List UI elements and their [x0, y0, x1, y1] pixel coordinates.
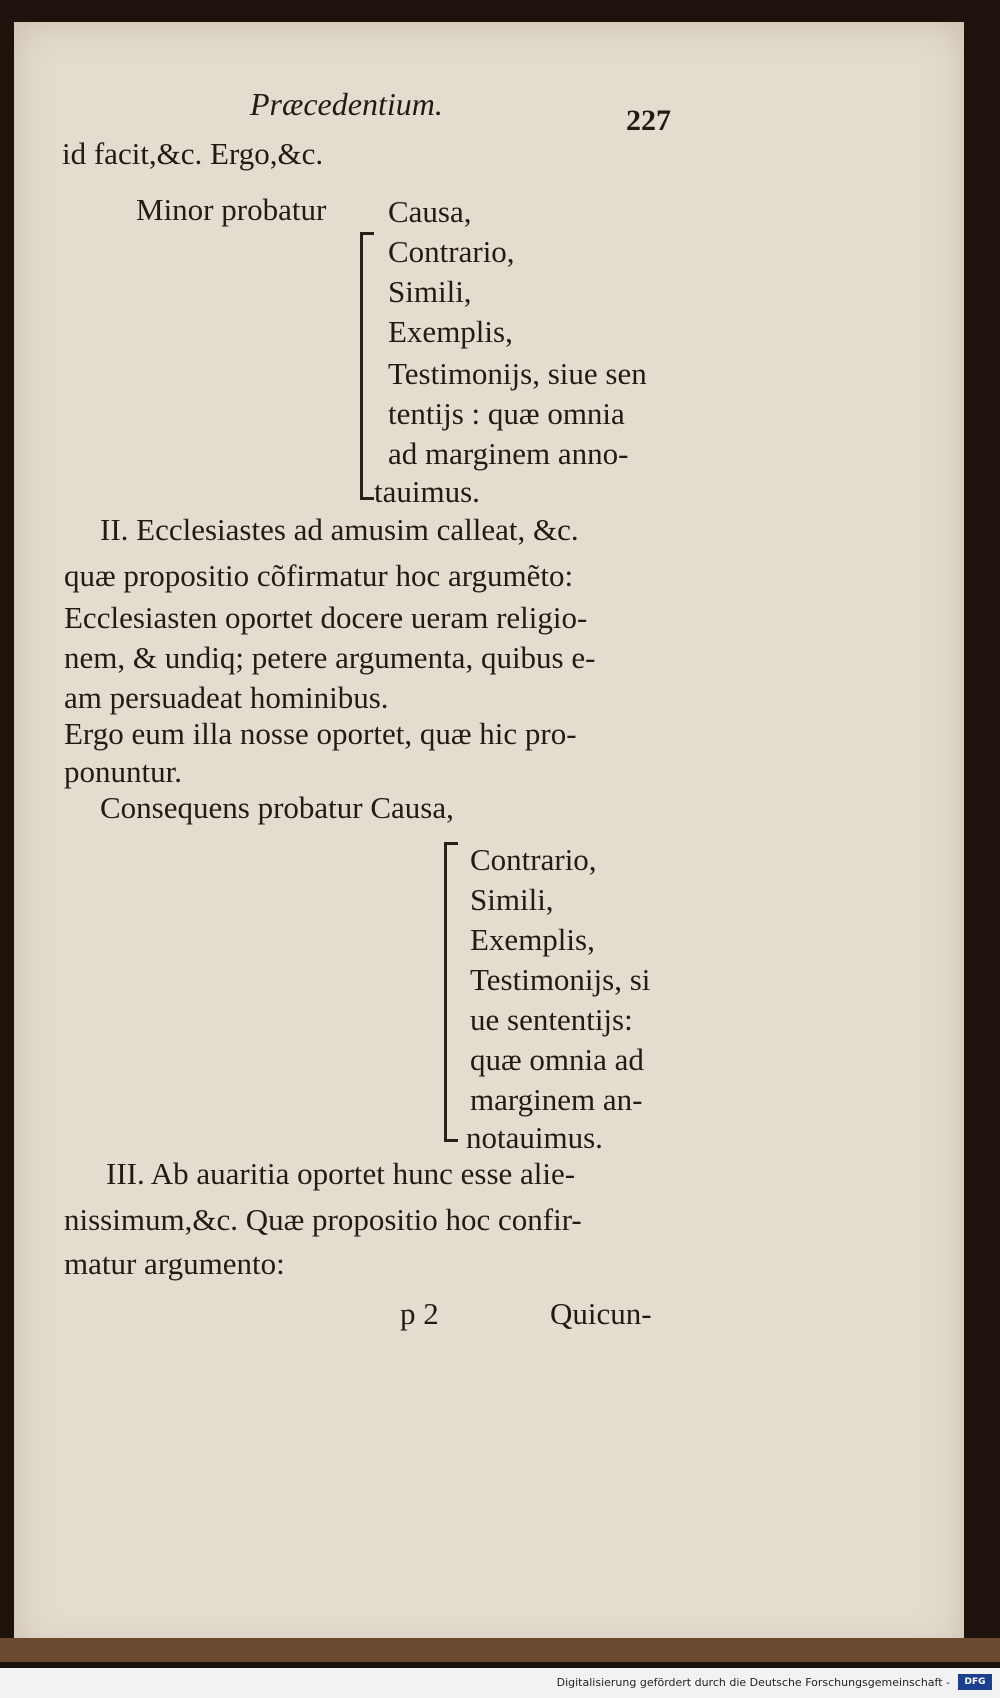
- dfg-logo: DFG: [958, 1674, 992, 1690]
- text-line: id facit,&c. Ergo,&c.: [62, 136, 324, 171]
- text-line: Simili,: [470, 882, 554, 917]
- running-head: Præcedentium.: [250, 86, 443, 122]
- text-line: nissimum,&c. Quæ propositio hoc confir-: [64, 1202, 582, 1237]
- text-line: tauimus.: [374, 474, 480, 509]
- page-number: 227: [626, 104, 671, 137]
- brace: [360, 232, 363, 500]
- text-line: nem, & undiq; petere argumenta, quibus e-: [64, 640, 596, 675]
- text-line: quæ omnia ad: [470, 1042, 644, 1077]
- text-line: marginem an-: [470, 1082, 643, 1117]
- text-line: Simili,: [388, 274, 472, 309]
- text-line: III. Ab auaritia oportet hunc esse alie-: [106, 1156, 576, 1191]
- text-line: ponuntur.: [64, 754, 182, 789]
- text-line: Consequens probatur Causa,: [100, 790, 454, 825]
- text-line: Contrario,: [470, 842, 597, 877]
- text-line: am persuadeat hominibus.: [64, 680, 389, 715]
- text-line: Causa,: [388, 194, 472, 229]
- page-edge: [0, 1638, 1000, 1662]
- text-line: ue sententijs:: [470, 1002, 633, 1037]
- text-line: Minor probatur: [136, 192, 327, 227]
- text-line: ad marginem anno-: [388, 436, 629, 471]
- text-line: tentijs : quæ omnia: [388, 396, 625, 431]
- text-line: matur argumento:: [64, 1246, 285, 1281]
- text-line: Ergo eum illa nosse oportet, quæ hic pro-: [64, 716, 577, 751]
- brace: [444, 842, 447, 1142]
- signature-mark: p 2: [400, 1296, 439, 1331]
- footer-credit: Digitalisierung gefördert durch die Deutsche Forschungsgemeinschaft -: [556, 1676, 950, 1689]
- text-line: Exemplis,: [388, 314, 513, 349]
- catchword: Quicun-: [550, 1296, 652, 1331]
- text-line: Exemplis,: [470, 922, 595, 957]
- text-line: notauimus.: [466, 1120, 603, 1155]
- text-line: Testimonijs, si: [470, 962, 651, 997]
- text-line: quæ propositio cõfirmatur hoc argumẽto:: [64, 558, 574, 593]
- text-line: II. Ecclesiastes ad amusim calleat, &c.: [100, 512, 579, 547]
- text-line: Ecclesiasten oportet docere ueram religio-: [64, 600, 588, 635]
- text-line: Testimonijs, siue sen: [388, 356, 647, 391]
- text-line: Contrario,: [388, 234, 515, 269]
